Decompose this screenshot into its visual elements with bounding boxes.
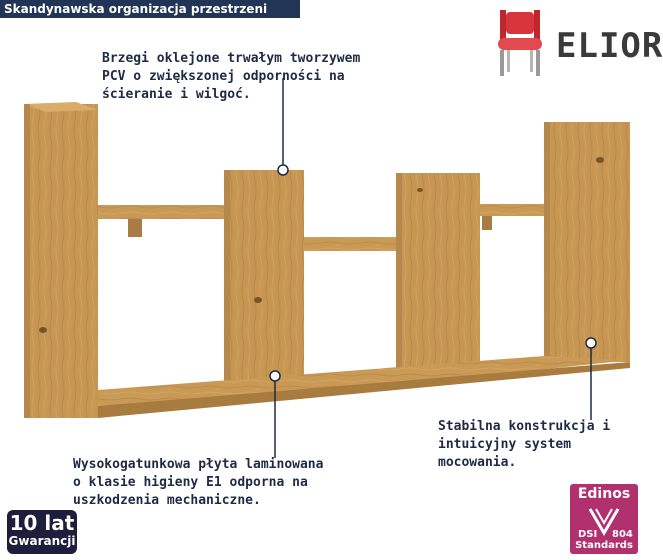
- warranty-label: Gwarancji: [8, 534, 76, 548]
- edinos-name: Edinos: [577, 486, 631, 502]
- standards-mark-icon: [576, 503, 632, 541]
- middle-shelf: [304, 237, 396, 251]
- left-divider-panel: [224, 170, 304, 388]
- right-divider-panel: [396, 173, 480, 373]
- callout-marker-top: [278, 165, 288, 175]
- callout-edge-banding: Brzegi oklejone trwałym tworzywem PCV o zwiększonej odporności na ścieranie i wilgoć.: [102, 51, 361, 102]
- standard-left-label: DSI: [578, 529, 598, 540]
- upper-left-shelf: [98, 205, 224, 219]
- edinos-standards-label: Standards: [575, 540, 633, 551]
- warranty-badge: [7, 510, 77, 554]
- callout-marker-bottom-right: [586, 338, 596, 348]
- brand-name: ELIOR: [556, 26, 663, 66]
- edinos-badge: [570, 484, 638, 554]
- standard-right-label: 804: [612, 529, 633, 540]
- right-side-panel: [544, 122, 630, 362]
- left-side-panel: [24, 104, 98, 418]
- warranty-years: 10 lat: [9, 511, 75, 535]
- callout-laminated-board: Wysokogatunkowa płyta laminowana o klasie higieny E1 odporna na uszkodzenia mechaniczne.: [73, 457, 324, 508]
- upper-right-shelf: [480, 204, 544, 216]
- callout-mounting-system: Stabilna konstrukcja i intuicyjny system mocowania.: [438, 419, 611, 470]
- callout-marker-bottom-left: [270, 371, 280, 381]
- page-title: Skandynawska organizacja przestrzeni: [0, 0, 300, 18]
